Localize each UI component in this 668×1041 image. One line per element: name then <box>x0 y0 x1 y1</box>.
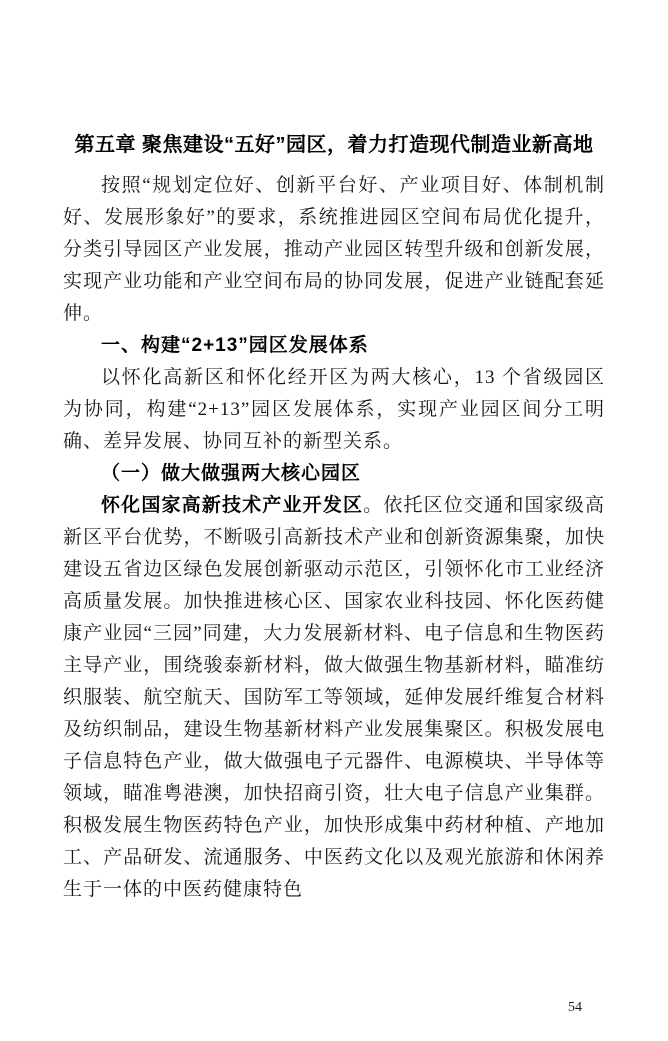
paragraph-hitech-zone-text: 。依托区位交通和国家级高新区平台优势，不断吸引高新技术产业和创新资源集聚，加快建设五省边区绿色发展创新驱动示范区，引领怀化市工业经济高质量发展。加快推进核心区、国家农业科技园、怀化医药健康产业园“三园”同建，大力发展新材料、电子信息和生物医药主导产业，围绕骏泰新材料，做大做强生物基新材料，瞄准纺织服装、航空航天、国防军工等领域，延伸发展纤维复合材料及纺织制品，建设生物基新材料产业发展集聚区。积极发展电子信息特色产业，做大做强电子元器件、电源模块、半导体等领域，瞄准粤港澳，加快招商引资，壮大电子信息产业集群。积极发展生物医药特色产业，加快形成集中药材种植、产地加工、产品研发、流通服务、中医药文化以及观光旅游和休闲养生于一体的中医药健康特色 <box>63 495 605 900</box>
paragraph-intro: 按照“规划定位好、创新平台好、产业项目好、体制机制好、发展形象好”的要求，系统推进园区空间布局优化提升，分类引导园区产业发展，推动产业园区转型升级和创新发展，实现产业功能和产业空间布局的协同发展，促进产业链配套延伸。 <box>63 175 605 324</box>
paragraph-hitech-zone <box>63 490 605 906</box>
sub-heading-1-1: （一）做大做强两大核心园区 <box>101 463 362 484</box>
chapter-title: 第五章 聚焦建设“五好”园区，着力打造现代制造业新高地 <box>74 134 594 156</box>
page-number: 54 <box>568 1000 582 1015</box>
paragraph-park-system: 以怀化高新区和怀化经开区为两大核心，13 个省级园区为协同，构建“2+13”园区发展体系，实现产业园区间分工明确、差异发展、协同互补的新型关系。 <box>63 367 605 452</box>
run-in-heading-hitech-zone: 怀化国家高新技术产业开发区 <box>101 495 364 516</box>
document-page <box>0 130 668 1041</box>
section-heading-1: 一、构建“2+13”园区发展体系 <box>101 335 369 356</box>
page-content <box>63 170 605 906</box>
